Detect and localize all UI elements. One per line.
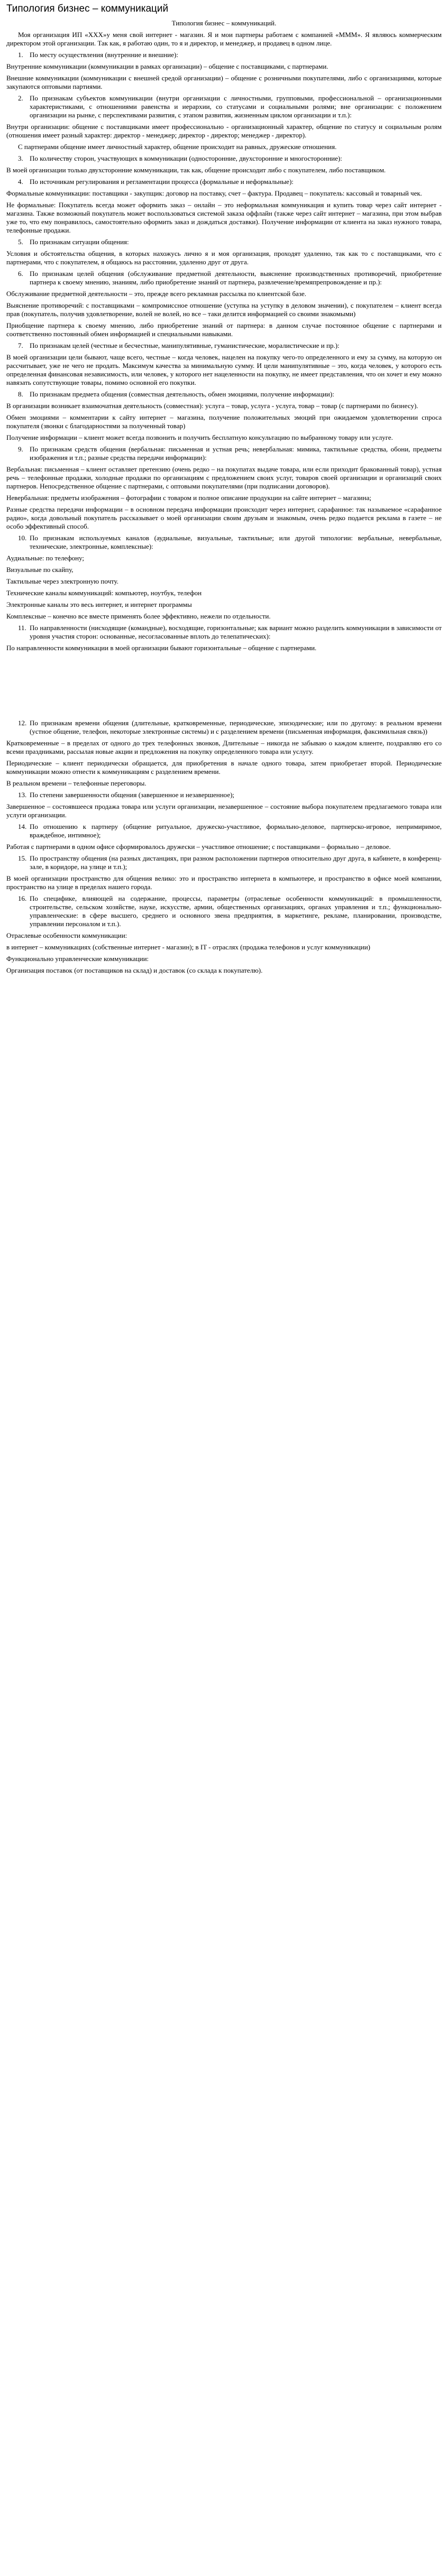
list-item-number: 11. bbox=[18, 624, 26, 632]
paragraph: Периодические – клиент периодически обращается, для приобретения в начале одного товара, затем приобретает второй. Периодические коммуникации можно отнести к коммуникациям с разделением времени. bbox=[6, 759, 442, 775]
page-title: Типология бизнес – коммуникаций bbox=[6, 3, 169, 14]
list-item bbox=[6, 154, 442, 163]
list-item-text: По месту осуществления (внутренние и внешние): bbox=[30, 51, 178, 59]
list-item bbox=[6, 719, 442, 736]
blank-space bbox=[6, 655, 442, 719]
paragraph: Обмен эмоциями – комментарии к сайту интернет – магазина, получение положительных эмоций при ожидаемом удовлетворении спроса покупателя (звонки с благодарностями за полученный товар) bbox=[6, 413, 442, 430]
list-item bbox=[6, 791, 442, 799]
paragraph: Обслуживание предметной деятельности – это, прежде всего рекламная рассылка по клиентской базе. bbox=[6, 290, 306, 298]
list-item bbox=[6, 341, 442, 350]
paragraph: Отраслевые особенности коммуникации: bbox=[6, 931, 127, 939]
list-item-text: По признакам времени общения (длительные, кратковременные, периодические, эпизодические; или по другому: в реальном времени (устное общение, телефон, некоторые электронные системы) и с разделением времени (письменная информация, факсимильная связь)) bbox=[30, 719, 442, 735]
list-item-number: 1. bbox=[18, 51, 23, 59]
document-page bbox=[0, 0, 448, 989]
paragraph: Технические каналы коммуникаций: компьютер, ноутбук, телефон bbox=[6, 589, 202, 597]
paragraph: Комплексные – конечно все вместе применять более эффективно, нежели по отдельности. bbox=[6, 612, 271, 620]
list-item-number: 10. bbox=[18, 534, 27, 542]
paragraph: В моей организации пространство для общения велико: это и пространство интернета в компьютере, и пространство в офисе моей компании, пространство на улице в пределах нашего города. bbox=[6, 874, 442, 891]
paragraph: В реальном времени – телефонные переговоры. bbox=[6, 779, 147, 787]
document-subtitle: Типология бизнес – коммуникаций. bbox=[171, 19, 277, 27]
list-item-number: 8. bbox=[18, 390, 23, 398]
list-item bbox=[6, 823, 442, 839]
paragraph: Внутри организации: общение с поставщиками имеет профессионально - организационный характер, общение по статусу и социальным ролям (отношения имеет разный характер: директор - менеджер; директор - директор; менеджер - директор). bbox=[6, 123, 442, 139]
paragraph: в интернет – коммуникациях (собственные интернет - магазин); в IT - отраслях (продажа телефонов и услуг коммуникации) bbox=[6, 943, 371, 951]
list-item-number: 7. bbox=[18, 341, 23, 349]
paragraph: Выяснение противоречий: с поставщиками – компромиссное отношение (уступка на уступку в деловом значении), с покупателем – клиент всегда прав (покупатель, получив удовлетворение, волей не волей, но все – таки делится информацией со своими знакомыми) bbox=[6, 301, 442, 318]
list-item bbox=[6, 270, 442, 287]
list-item bbox=[6, 854, 442, 871]
paragraph: Работая с партнерами в одном офисе сформировалось дружески – участливое отношение; с поставщиками – формально – деловое. bbox=[6, 843, 391, 851]
list-item-text: По отношению к партнеру (общение ритуальное, дружеско-участливое, формально-деловое, партнерско-игровое, непримиримое, враждебное, интимное); bbox=[30, 823, 442, 839]
paragraph: Вербальная: письменная – клиент оставляет претензию (очень редко – на покупатах выдаче товара, или если приходит бракованный товар), устная речь – телефонные продажи, холодные продажи по организациям с предложением своих услуг, товаров своей организации и организаций своих партнеров. Непосредственное общение с партнерами, с оптовыми покупателями (при подписании договоров). bbox=[6, 465, 442, 490]
paragraph: По направленности коммуникации в моей организации бывают горизонтальные – общение с партнерами. bbox=[6, 644, 317, 652]
list-item-text: По признакам средств общения (вербальная: письменная и устная речь; невербальная: мимика, тактильные средства, обони, предметы изображения и т.п.; разные средства передачи информации): bbox=[30, 445, 442, 461]
list-item-number: 12. bbox=[18, 719, 27, 727]
list-item-number: 5. bbox=[18, 238, 23, 246]
paragraph: Завершенное – состоявшееся продажа товара или услуги организации, незавершенное – состояние выбора покупателем предлагаемого товара или услуги организации. bbox=[6, 802, 442, 819]
list-item bbox=[6, 238, 442, 246]
list-item-text: По источникам регулирования и регламентации процесса (формальные и неформальные): bbox=[30, 178, 294, 186]
list-item-text: По направленности (нисходящие (командные), восходящие, горизонтальные; как вариант можно разделить коммуникации в зависимости от уровня участия сторон: основанные, несогласованные вплоть до телепатических): bbox=[30, 624, 442, 640]
list-item-number: 2. bbox=[18, 94, 23, 102]
list-item-text: По признакам целей (честные и бесчестные, манипулятивные, гуманистические, моралистические и пр.): bbox=[30, 341, 340, 349]
paragraph: Кратковременные – в пределах от одного до трех телефонных звонков, Длительные – никогда не забываю о каждом клиенте, поздравляю его со всеми праздниками, рассылая новые акции и предложения на покупку определенного товара или услугу. bbox=[6, 739, 442, 755]
list-item-text: По пространству общения (на разных дистанциях, при разном расположении партнеров относительно друг друга, в кабинете, в конференц-зале, в коридоре, на улице и т.п.); bbox=[30, 854, 442, 871]
list-item-number: 16. bbox=[18, 894, 27, 902]
list-item-number: 9. bbox=[18, 445, 23, 453]
list-item-text: По признакам субъектов коммуникации (внутри организации с личностными, групповыми, профессиональной – организационными характеристиками, с отношениями равенства и иерархии, со статусами и социальными ролями; вне организации: с положением организации на рынке, с перспективами развития, с этапом развития, жизненным циклом организации и т.п.): bbox=[30, 94, 442, 119]
list-item-number: 3. bbox=[18, 154, 23, 162]
paragraph: Тактильные через электронную почту. bbox=[6, 577, 118, 585]
paragraph: Электронные каналы это весь интернет, и интернет программы bbox=[6, 601, 192, 608]
list-item-text: По признакам предмета общения (совместная деятельность, обмен эмоциями, получение информации): bbox=[30, 390, 334, 398]
paragraph: Аудиальные: по телефону; bbox=[6, 554, 85, 562]
paragraph: Моя организация ИП «ХХХ»у меня свой интернет - магазин. Я и мои партнеры работаем с компанией «МММ». Я являюсь коммерческим директором этой организации. Так как, я работаю один, то я и директор, и менеджер, и продавец в одном лице. bbox=[6, 31, 442, 47]
list-item bbox=[6, 94, 442, 119]
list-item bbox=[6, 178, 442, 186]
paragraph: Невербальная: предметы изображения – фотографии с товаром и полное описание продукции на сайте интернет – магазина; bbox=[6, 494, 371, 502]
paragraph: Получение информации – клиент может всегда позвонить и получить бесплатную консультацию по выбранному товару или услуге. bbox=[6, 433, 393, 441]
paragraph: Функционально управленческие коммуникации: bbox=[6, 955, 149, 963]
document-body bbox=[6, 31, 442, 975]
paragraph: Формальные коммуникации: поставщики - закупщик: договор на поставку, счет – фактура. Продавец – покупатель: кассовый и товарный чек. bbox=[6, 189, 422, 197]
list-item-text: По признакам ситуации общения: bbox=[30, 238, 129, 246]
list-item-text: По количеству сторон, участвующих в коммуникации (односторонние, двухсторонние и многосторонние): bbox=[30, 154, 342, 162]
paragraph: В моей организации цели бывают, чаще всего, честные – когда человек, нацелен на покупку чего-то определенного и ему за сумму, на которую он рассчитывает, уже не чего не продать. Максимум качества за минимальную сумму. И цели манипулятивные – это, когда человек, у которого есть определенная финансовая независимость, или человек, у которого нет нацеленности на покупку, не имеет представления, что он хочет и ему можно навязать сопутствующие товары, помимо основной его покупки. bbox=[6, 353, 442, 386]
list-item-text: По степени завершенности общения (завершенное и незавершенное); bbox=[30, 791, 235, 799]
paragraph: Не формальные: Покупатель всегда может оформить заказ – онлайн – это неформальная коммуникация и купить товар через сайт интернет - магазина. Также возможный покупатель может воспользоваться системой заказа оффлайн (также через сайт интернет – магазина, при этом выбрав уже то, что ему понравилось, самостоятельно оформить заказ и дождаться доставки). Получение информации от клиента на заказ нужного товара, телефонные продажи. bbox=[6, 201, 442, 234]
list-item bbox=[6, 390, 442, 399]
list-item-number: 4. bbox=[18, 178, 23, 186]
list-item-number: 13. bbox=[18, 791, 27, 799]
paragraph: Внутренние коммуникации (коммуникации в рамках организации) – общение с поставщиками, с партнерами. bbox=[6, 62, 328, 70]
paragraph: Внешние коммуникации (коммуникации с внешней средой организации) – общение с розничными покупателями, либо с организациями, которые закупаются оптовыми партиями. bbox=[6, 74, 442, 90]
paragraph: Приобщение партнера к своему мнению, либо приобретение знаний от партнера: в данном случае постоянное общение с партнерами и соответственно постоянный обмен информацией и специальными навыками. bbox=[6, 321, 442, 338]
list-item-text: По признакам целей общения (обслуживание предметной деятельности, выяснение производственных противоречий, приобретение партнера к своему мнению, знаниям, либо приобретение знаний от партнера, развлечение/времяпрепровождение и пр.): bbox=[30, 270, 442, 286]
paragraph: В моей организации только двухсторонние коммуникации, так как, общение происходит либо с покупателем, либо поставщиком. bbox=[6, 166, 386, 174]
list-item bbox=[6, 445, 442, 462]
list-item bbox=[6, 534, 442, 551]
list-item bbox=[6, 624, 442, 641]
list-item bbox=[6, 894, 442, 928]
paragraph: Разные средства передачи информации – в основном передача информации происходит через интернет, сарафанное: так называемое «сарафанное радио», когда довольный покупатель рассказывает о моей организации своим друзьям и знакомым, очень редко подается реклама в газете – не особо эффективный способ. bbox=[6, 505, 442, 530]
list-item-number: 6. bbox=[18, 270, 23, 278]
paragraph: Условия и обстоятельства общения, в которых нахожусь лично я и моя организация, проходят удаленно, так как то с поставщиками, что с партнерами, что с покупателем, я общаюсь на расстоянии, удаленно друг от друга. bbox=[6, 250, 442, 266]
list-item-number: 14. bbox=[18, 823, 27, 830]
paragraph: Визуальные по скайпу, bbox=[6, 566, 74, 574]
paragraph: В организации возникает взаимочатная деятельность (совместная): услуга – товар, услуга - услуга, товар – товар (с партнерами по бизнесу). bbox=[6, 402, 418, 410]
paragraph: Организация поставок (от поставщиков на склад) и доставок (со склада к покупателю). bbox=[6, 966, 263, 974]
list-item-number: 15. bbox=[18, 854, 27, 862]
list-item-text: По признакам используемых каналов (аудиальные, визуальные, тактильные; или другой типологии: вербальные, невербальные, технические, электронные, комплексные): bbox=[30, 534, 442, 550]
list-item bbox=[6, 51, 442, 59]
paragraph: С партнерами общение имеет личностный характер, общение происходит на равных, дружеские отношения. bbox=[18, 143, 337, 151]
list-item-text: По специфике, влияющей на содержание, процессы, параметры (отраслевые особенности коммуникаций: в промышленности, строительстве, сельском хозяйстве, науке, искусстве, армии, общественных организациях, органах управления и т.п.; функционально-управленческие: в сфере высшего, среднего и основного звена предприятия, в маркетинге, рекламе, планировании, производстве, управлении персоналом и т.п.). bbox=[30, 894, 442, 928]
